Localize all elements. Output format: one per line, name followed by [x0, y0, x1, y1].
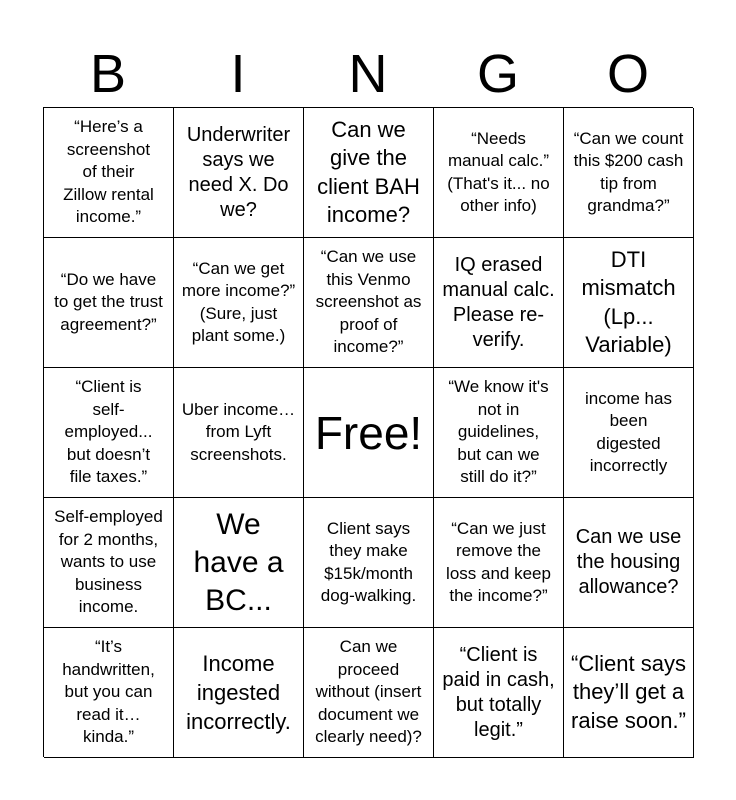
header-letter-o: O [606, 44, 649, 104]
cell-text: “Needs manual calc.” (That's it... no other info) [447, 128, 550, 215]
cell-text: Can we use the housing allowance? [575, 526, 682, 598]
cell-text: “We know it's not in guidelines, but can we still do it?” [448, 377, 549, 487]
cell-text: IQ erased manual calc. Please re-verify. [442, 253, 555, 351]
bingo-cell[interactable] [174, 498, 304, 628]
bingo-cell[interactable] [44, 628, 174, 758]
cell-text: We have a BC... [193, 507, 284, 617]
bingo-cell[interactable] [564, 368, 694, 498]
cell-text: “Can we get more income?” (Sure, just plant some.) [181, 258, 296, 345]
cell-text: Uber income… from Lyft screenshots. [181, 399, 296, 464]
header-letter-i: I [230, 44, 246, 104]
cell-text: “Can we use this Venmo screenshot as proof of income?” [315, 247, 422, 357]
bingo-cell[interactable] [174, 108, 304, 238]
bingo-cell[interactable] [304, 238, 434, 368]
bingo-cell[interactable] [434, 498, 564, 628]
cell-text: Income ingested incorrectly. [186, 651, 291, 734]
bingo-cell[interactable] [564, 238, 694, 368]
cell-text: “Client says they’ll get a raise soon.” [571, 650, 686, 733]
cell-text: “Can we just remove the loss and keep the income?” [446, 518, 551, 605]
cell-text: “Here’s a screenshot of their Zillow rental income.” [63, 117, 154, 227]
bingo-cell[interactable] [44, 238, 174, 368]
bingo-grid [43, 107, 693, 757]
bingo-cell[interactable] [174, 238, 304, 368]
cell-text: Can we proceed without (insert document we clearly need)? [315, 637, 422, 747]
bingo-cell[interactable] [434, 628, 564, 758]
cell-text: “Can we count this $200 cash tip from grandma?” [573, 128, 684, 215]
bingo-cell[interactable] [304, 498, 434, 628]
cell-text: Self-employed for 2 months, wants to use business income. [54, 507, 163, 617]
cell-text: DTI mismatch (Lp... Variable) [581, 246, 676, 357]
cell-text: Underwriter says we need X. Do we? [186, 123, 291, 221]
bingo-cell[interactable] [44, 108, 174, 238]
bingo-cell[interactable] [304, 108, 434, 238]
bingo-cell[interactable] [434, 108, 564, 238]
cell-text: Client says they make $15k/month dog-walking. [320, 518, 417, 605]
cell-text: income has been digested incorrectly [585, 388, 672, 475]
bingo-cell[interactable] [174, 368, 304, 498]
bingo-cell[interactable] [304, 628, 434, 758]
bingo-cell[interactable] [564, 498, 694, 628]
bingo-cell[interactable] [44, 368, 174, 498]
free-space[interactable] [304, 368, 434, 498]
cell-text: “Client is paid in cash, but totally legit.” [442, 643, 555, 741]
cell-text: “It’s handwritten, but you can read it… kinda.” [62, 637, 155, 747]
header-letter-n: N [348, 44, 388, 104]
bingo-cell[interactable] [174, 628, 304, 758]
header-letter-b: B [89, 44, 127, 104]
bingo-cell[interactable] [434, 368, 564, 498]
bingo-header [43, 42, 693, 106]
free-space-label: Free! [314, 406, 423, 459]
bingo-cell[interactable] [44, 498, 174, 628]
cell-text: Can we give the client BAH income? [317, 116, 420, 227]
bingo-cell[interactable] [564, 628, 694, 758]
cell-text: “Do we have to get the trust agreement?” [54, 269, 163, 334]
bingo-cell[interactable] [564, 108, 694, 238]
header-letter-g: G [476, 44, 519, 104]
bingo-cell[interactable] [434, 238, 564, 368]
cell-text: “Client is self-employed... but doesn’t file taxes.” [64, 377, 153, 487]
